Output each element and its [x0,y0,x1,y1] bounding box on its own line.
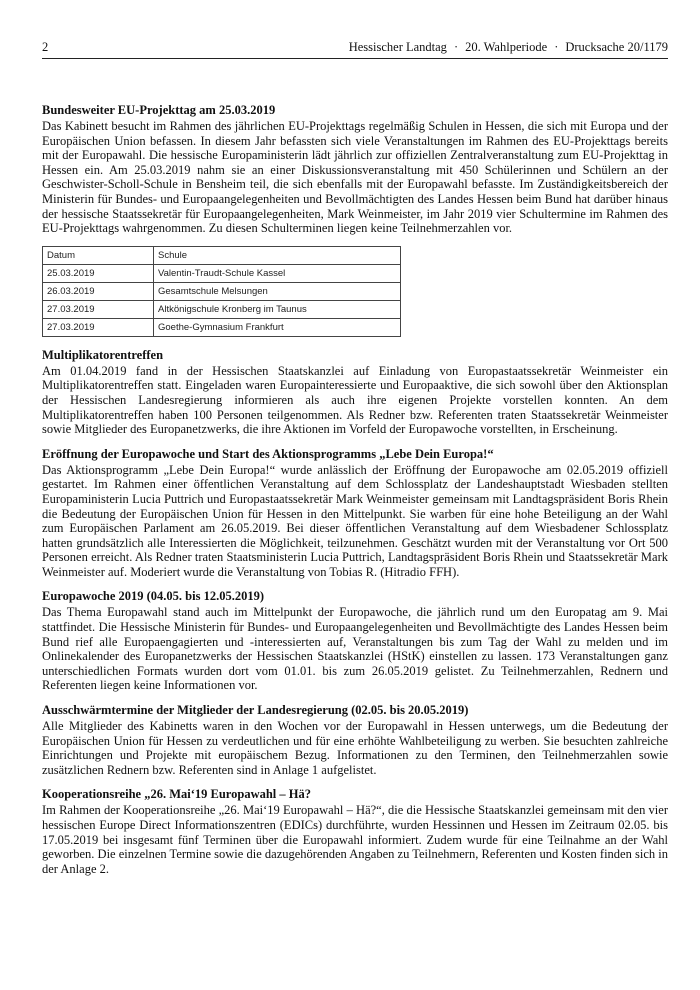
section-paragraph: Im Rahmen der Kooperationsreihe „26. Mai‘19 Europawahl – Hä?“, die die Hessische Staatskanzlei gemeinsam mit den vier hessischen Europe Direct Informationszentren (EDICs) durchführte, wurden Hessinnen und Hessen im Zeitraum 02.05. bis 17.05.2019 bei insgesamt fünf Terminen über die Europawahl informiert. Zudem wurde für eine Teilnahme an der Wahl geworben. Die einzelnen Termine sowie die dazugehörenden Angaben zu Teilnehmern, Referenten und Kosten finden sich in der Anlage 2. [42,803,668,876]
section-paragraph: Das Thema Europawahl stand auch im Mittelpunkt der Europawoche, die jährlich rund um den Europatag am 9. Mai stattfindet. Die Hessische Ministerin für Bundes- und Europaangelegenheiten und Bevollmächtigte des Landes Hessen beim Bund rief alle Europaengagierten und -interessierten auf, Veranstaltungen bis zum Tag der Wahl zu melden und im Onlinekalender des Europanetzwerks der Hessischen Staatskanzlei (HStK) einstellen zu lassen. 173 Veranstaltungen ganz unterschiedlichen Formats wurden dort vom 01.01. bis zum 26.05.2019 gelistet. Zu Teilnehmerzahlen, Rednern und Referenten liegen keine Informationen vor. [42,605,668,693]
section-paragraph: Das Aktionsprogramm „Lebe Dein Europa!“ wurde anlässlich der Eröffnung der Europawoche am 02.05.2019 offiziell gestartet. Im Rahmen einer öffentlichen Veranstaltung auf dem Schlossplatz der Landeshauptstadt Wiesbaden stellten Europaministerin Lucia Puttrich und Europastaatssekretär Mark Weinmeister gemeinsam mit Landtagspräsident Boris Rhein die Bedeutung der Europäischen Union für Hessen in den Mittelpunkt. Sie warben für eine hohe Beteiligung an der Wahl zum Europäischen Parlament am 26.05.2019. Bei dieser öffentlichen Veranstaltung auf dem Wiesbadener Schlossplatz hatten grundsätzlich alle Interessierten die Möglichkeit, teilzunehmen. Geschätzt wurden mit der Veranstaltung vor Ort 500 Personen erreicht. Als Redner traten Staatsministerin Lucia Puttrich, Landtagspräsident Boris Rhein und Staatssekretär Mark Weinmeister auf. Moderiert wurde die Veranstaltung von Tobias R. (Hitradio FFH). [42,462,668,579]
section-heading: Bundesweiter EU-Projekttag am 25.03.2019 [42,103,276,117]
section-eu-projekttag [42,103,668,337]
table-cell-school: Goethe-Gymnasium Frankfurt [154,318,401,336]
section-europawoche-2019 [42,589,668,693]
table-cell-date: 27.03.2019 [43,318,154,336]
section-heading: Ausschwärmtermine der Mitglieder der Landesregierung (02.05. bis 20.05.2019) [42,703,469,718]
table-cell-school: Valentin-Traudt-Schule Kassel [154,264,401,282]
header-separator: · [453,40,459,54]
section-eroeffnung-europawoche [42,447,668,580]
section-paragraph: Alle Mitglieder des Kabinetts waren in den Wochen vor der Europawahl in Hessen unterwegs, um die Bedeutung der Europäischen Union für Hessen zu verdeutlichen und für eine erhöhte Wahlbeteiligung zu werben. Sie besuchten zahlreiche Einrichtungen und Projekte mit europäischem Bezug. Informationen zu den Terminen, den Teilnehmerzahlen sowie zusätzlichen Rednern bzw. Referenten sind in Anlage 1 aufgelistet. [42,719,668,777]
school-schedule-table [42,246,401,337]
table-cell-date: 25.03.2019 [43,264,154,282]
publication-name: Hessischer Landtag [348,40,447,54]
table-row [43,300,401,318]
document-number: Drucksache 20/1179 [565,40,668,54]
table-cell-school: Altkönigschule Kronberg im Taunus [154,300,401,318]
section-ausschwaermtermine [42,703,668,777]
table-cell-school: Gesamtschule Melsungen [154,282,401,300]
table-row [43,264,401,282]
table-row [43,318,401,336]
section-heading: Eröffnung der Europawoche und Start des Aktionsprogramms „Lebe Dein Europa!“ [42,446,494,461]
header-separator: · [554,40,559,54]
section-multiplikatorentreffen [42,348,668,437]
table-cell-date: 26.03.2019 [43,282,154,300]
section-heading: Multiplikatorentreffen [42,347,164,362]
running-header [349,40,668,55]
table-header-row [43,246,401,264]
table-row [43,282,401,300]
section-paragraph: Das Kabinett besucht im Rahmen des jährlichen EU-Projekttags regelmäßig Schulen in Hessen, die sich mit Europa und der Europäischen Union befassen. In diesem Jahr befassten sich viele Veranstaltungen im Rahmen des EU-Projekttags bereits mit der Europawahl. Die hessische Europaministerin lädt jährlich zur offiziellen Zentralveranstaltung zum EU-Projekttag in Hessen ein. Am 25.03.2019 nahm sie an einer Diskussionsveranstaltung mit 450 Schülerinnen und Schülern an der Geschwister-Scholl-Schule in Bensheim teil, die sich ebenfalls mit der Europawahl befasste. Im Zuständigkeitsbereich der Ministerin für Bundes- und Europaangelegenheiten und Bevollmächtigten des Landes Hessen beim Bund hat darüber hinaus der hessische Staatssekretär für Europaangelegenheiten, Mark Weinmeister, im Jahr 2019 vier Schultermine im Rahmen des EU-Projekttags wahrgenommen. Zu diesen Schulterminen liegen keine Teilnehmerzahlen vor. [42,119,668,236]
section-paragraph: Am 01.04.2019 fand in der Hessischen Staatskanzlei auf Einladung von Europastaatssekretär Weinmeister ein Multiplikatorentreffen statt. Eingeladen waren Europainteressierte und Europaaktive, die sich sowohl über den Aktionsplan der Hessischen Landesregierung informieren als auch ihre eigenen Projekte vorstellen konnten. An dem Multiplikatorentreffen haben 100 Personen teilgenommen. Als Redner bzw. Referenten traten Staatssekretär Weinmeister sowie Mitglieder des Europanetzwerks, die ihre Aktionen im Vorfeld der Europawoche vorstellten, in Erscheinung. [42,363,668,437]
table-cell-date: 27.03.2019 [43,300,154,318]
legislative-period: 20. Wahlperiode [465,40,548,54]
column-header-school: Schule [154,246,401,264]
page-header [42,40,668,59]
section-kooperationsreihe [42,787,668,876]
document-body [42,103,668,886]
column-header-date: Datum [43,246,154,264]
section-heading: Europawoche 2019 (04.05. bis 12.05.2019) [42,589,265,604]
page-number: 2 [42,40,49,54]
section-heading: Kooperationsreihe „26. Mai‘19 Europawahl – Hä? [42,787,311,802]
